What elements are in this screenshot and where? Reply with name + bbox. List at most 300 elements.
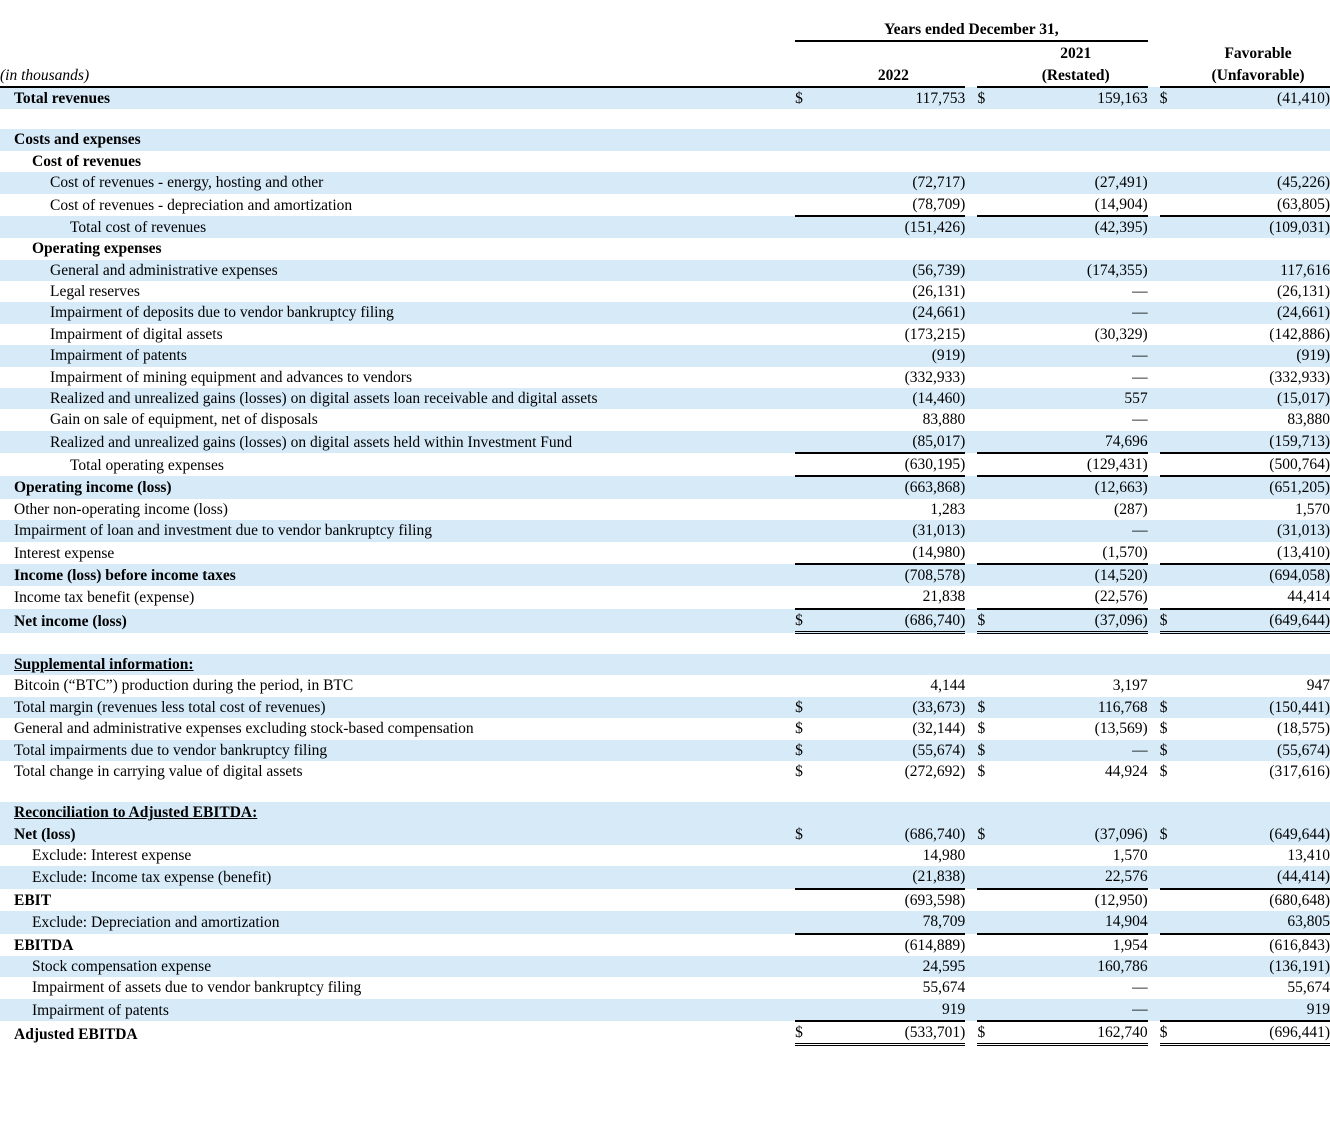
value-cell-3 — [1186, 129, 1330, 150]
currency-symbol-2 — [977, 866, 1003, 888]
table-row — [0, 889, 1330, 911]
value-cell-1: (14,980) — [821, 542, 965, 564]
table-row — [0, 238, 1330, 259]
value-cell-3: (919) — [1186, 345, 1330, 366]
row-label: Cost of revenues - depreciation and amortization — [0, 194, 795, 216]
value-cell-1: (919) — [821, 345, 965, 366]
column-gap-1 — [965, 999, 977, 1021]
column-gap-1 — [965, 151, 977, 172]
column-gap-1 — [965, 260, 977, 281]
table-row — [0, 654, 1330, 675]
spacer-cell — [1160, 633, 1186, 655]
spacer-cell — [977, 633, 1003, 655]
table-row — [0, 216, 1330, 238]
column-gap-1 — [965, 542, 977, 564]
row-label: Impairment of patents — [0, 999, 795, 1021]
currency-symbol-3 — [1160, 172, 1186, 193]
row-label: General and administrative expenses excluding stock-based compensation — [0, 718, 795, 739]
value-cell-3: (142,886) — [1186, 324, 1330, 345]
column-gap-2 — [1148, 431, 1160, 453]
value-cell-2: — — [1004, 281, 1148, 302]
currency-symbol-1 — [795, 802, 821, 823]
value-cell-2 — [1004, 129, 1148, 150]
spacer-cell — [1186, 633, 1330, 655]
row-label: Operating expenses — [0, 238, 795, 259]
currency-symbol-1 — [795, 431, 821, 453]
row-label: Income (loss) before income taxes — [0, 564, 795, 586]
row-label: Interest expense — [0, 542, 795, 564]
column-gap-1 — [965, 409, 977, 430]
header-line1-cur1 — [795, 41, 821, 64]
currency-symbol-1: $ — [795, 740, 821, 761]
value-cell-1: (693,598) — [821, 889, 965, 911]
currency-symbol-3 — [1160, 324, 1186, 345]
value-cell-1 — [821, 151, 965, 172]
currency-symbol-3 — [1160, 675, 1186, 696]
value-cell-2: — — [1004, 520, 1148, 541]
column-gap-1 — [965, 324, 977, 345]
spacer-cell — [821, 782, 965, 802]
header-span-gap — [1148, 18, 1160, 41]
spacer-cell — [1004, 109, 1148, 129]
currency-symbol-3: $ — [1160, 609, 1186, 633]
currency-symbol-2 — [977, 238, 1003, 259]
row-label: Exclude: Depreciation and amortization — [0, 911, 795, 933]
value-cell-3: (44,414) — [1186, 866, 1330, 888]
value-cell-3: 83,880 — [1186, 409, 1330, 430]
currency-symbol-2 — [977, 889, 1003, 911]
column-gap-1 — [965, 388, 977, 409]
currency-symbol-1 — [795, 324, 821, 345]
currency-symbol-3 — [1160, 542, 1186, 564]
value-cell-1: 83,880 — [821, 409, 965, 430]
row-label: Impairment of patents — [0, 345, 795, 366]
currency-symbol-1: $ — [795, 824, 821, 845]
currency-symbol-1 — [795, 866, 821, 888]
spacer-cell — [795, 109, 821, 129]
row-label: Reconciliation to Adjusted EBITDA: — [0, 802, 795, 823]
column-gap-2 — [1148, 999, 1160, 1021]
value-cell-3: 1,570 — [1186, 499, 1330, 520]
value-cell-2: (27,491) — [1004, 172, 1148, 193]
currency-symbol-3 — [1160, 586, 1186, 608]
spacer-cell — [821, 633, 965, 655]
spacer-row — [0, 633, 1330, 655]
column-gap-1 — [965, 87, 977, 109]
column-gap-1 — [965, 956, 977, 977]
value-cell-1: 78,709 — [821, 911, 965, 933]
value-cell-1 — [821, 802, 965, 823]
currency-symbol-2 — [977, 367, 1003, 388]
row-label: Adjusted EBITDA — [0, 1021, 795, 1045]
table-row — [0, 824, 1330, 845]
header-underline-cur1 — [795, 64, 821, 87]
currency-symbol-2 — [977, 675, 1003, 696]
value-cell-3: (45,226) — [1186, 172, 1330, 193]
column-gap-1 — [965, 129, 977, 150]
currency-symbol-1: $ — [795, 1021, 821, 1045]
currency-symbol-1 — [795, 476, 821, 498]
row-label: Cost of revenues - energy, hosting and other — [0, 172, 795, 193]
column-gap-1 — [965, 520, 977, 541]
table-row — [0, 911, 1330, 933]
value-cell-1: (533,701) — [821, 1021, 965, 1045]
currency-symbol-1 — [795, 345, 821, 366]
currency-symbol-2 — [977, 499, 1003, 520]
currency-symbol-1 — [795, 281, 821, 302]
value-cell-3: (696,441) — [1186, 1021, 1330, 1045]
value-cell-3: (500,764) — [1186, 453, 1330, 476]
table-row — [0, 718, 1330, 739]
value-cell-1: 919 — [821, 999, 965, 1021]
currency-symbol-1 — [795, 999, 821, 1021]
spacer-row — [0, 782, 1330, 802]
row-label: Gain on sale of equipment, net of disposals — [0, 409, 795, 430]
column-gap-2 — [1148, 302, 1160, 323]
value-cell-1: (173,215) — [821, 324, 965, 345]
header-line1-gap2 — [1148, 41, 1160, 64]
table-row — [0, 409, 1330, 430]
currency-symbol-1 — [795, 367, 821, 388]
column-gap-2 — [1148, 281, 1160, 302]
value-cell-2: 160,786 — [1004, 956, 1148, 977]
header-span-val3 — [1186, 18, 1330, 41]
value-cell-1: (151,426) — [821, 216, 965, 238]
currency-symbol-2 — [977, 302, 1003, 323]
header-span-row — [0, 18, 1330, 41]
column-gap-2 — [1148, 409, 1160, 430]
currency-symbol-3 — [1160, 911, 1186, 933]
currency-symbol-1: $ — [795, 718, 821, 739]
column-gap-1 — [965, 172, 977, 193]
currency-symbol-2: $ — [977, 87, 1003, 109]
currency-symbol-3 — [1160, 302, 1186, 323]
row-label: General and administrative expenses — [0, 260, 795, 281]
currency-symbol-3: $ — [1160, 740, 1186, 761]
table-row — [0, 564, 1330, 586]
table-row — [0, 476, 1330, 498]
value-cell-3: (109,031) — [1186, 216, 1330, 238]
currency-symbol-2 — [977, 586, 1003, 608]
header-col-variance-line1: Favorable — [1186, 41, 1330, 64]
table-row — [0, 345, 1330, 366]
value-cell-3: 55,674 — [1186, 977, 1330, 998]
value-cell-3: (317,616) — [1186, 761, 1330, 782]
currency-symbol-1 — [795, 172, 821, 193]
value-cell-2: (42,395) — [1004, 216, 1148, 238]
currency-symbol-3: $ — [1160, 824, 1186, 845]
currency-symbol-2 — [977, 802, 1003, 823]
currency-symbol-3 — [1160, 956, 1186, 977]
currency-symbol-3 — [1160, 654, 1186, 675]
row-label: Impairment of loan and investment due to vendor bankruptcy filing — [0, 520, 795, 541]
value-cell-3: (616,843) — [1186, 934, 1330, 956]
column-gap-2 — [1148, 520, 1160, 541]
row-label: Stock compensation expense — [0, 956, 795, 977]
units-note: (in thousands) — [0, 64, 795, 87]
currency-symbol-3 — [1160, 564, 1186, 586]
column-gap-1 — [965, 802, 977, 823]
value-cell-1 — [821, 129, 965, 150]
value-cell-3 — [1186, 802, 1330, 823]
row-label: Realized and unrealized gains (losses) on digital assets held within Investment Fund — [0, 431, 795, 453]
value-cell-1: (33,673) — [821, 697, 965, 718]
column-gap-2 — [1148, 453, 1160, 476]
column-gap-2 — [1148, 499, 1160, 520]
value-cell-2: (30,329) — [1004, 324, 1148, 345]
column-gap-1 — [965, 718, 977, 739]
spacer-cell — [1186, 782, 1330, 802]
currency-symbol-2 — [977, 172, 1003, 193]
currency-symbol-1 — [795, 260, 821, 281]
column-gap-1 — [965, 302, 977, 323]
currency-symbol-3 — [1160, 476, 1186, 498]
column-gap-2 — [1148, 586, 1160, 608]
header-col-2021-line1: 2021 — [1004, 41, 1148, 64]
value-cell-3: 117,616 — [1186, 260, 1330, 281]
spacer-cell — [1160, 782, 1186, 802]
column-gap-2 — [1148, 345, 1160, 366]
value-cell-1: (332,933) — [821, 367, 965, 388]
value-cell-2 — [1004, 238, 1148, 259]
currency-symbol-2 — [977, 542, 1003, 564]
row-label: Total change in carrying value of digital assets — [0, 761, 795, 782]
row-label: Impairment of digital assets — [0, 324, 795, 345]
value-cell-1: (31,013) — [821, 520, 965, 541]
value-cell-2: 1,954 — [1004, 934, 1148, 956]
column-gap-1 — [965, 654, 977, 675]
value-cell-3: (13,410) — [1186, 542, 1330, 564]
column-gap-2 — [1148, 740, 1160, 761]
column-gap-1 — [965, 866, 977, 888]
currency-symbol-1 — [795, 499, 821, 520]
column-gap-1 — [965, 476, 977, 498]
currency-symbol-3 — [1160, 151, 1186, 172]
value-cell-1: (686,740) — [821, 824, 965, 845]
value-cell-2: (13,569) — [1004, 718, 1148, 739]
column-gap-2 — [1148, 889, 1160, 911]
value-cell-1: 117,753 — [821, 87, 965, 109]
currency-symbol-3 — [1160, 216, 1186, 238]
currency-symbol-3: $ — [1160, 761, 1186, 782]
column-gap-1 — [965, 345, 977, 366]
currency-symbol-2: $ — [977, 740, 1003, 761]
value-cell-2: (22,576) — [1004, 586, 1148, 608]
currency-symbol-1 — [795, 956, 821, 977]
value-cell-1 — [821, 238, 965, 259]
value-cell-2: — — [1004, 302, 1148, 323]
value-cell-3: 63,805 — [1186, 911, 1330, 933]
spacer-cell — [1148, 782, 1160, 802]
table-row — [0, 367, 1330, 388]
column-gap-2 — [1148, 151, 1160, 172]
header-underline-cur2 — [977, 64, 1003, 87]
column-gap-2 — [1148, 238, 1160, 259]
header-years-ended-title: Years ended December 31, — [795, 18, 1147, 41]
row-label: Supplemental information: — [0, 654, 795, 675]
column-gap-1 — [965, 889, 977, 911]
value-cell-2: (1,570) — [1004, 542, 1148, 564]
header-col-2022-line1 — [821, 41, 965, 64]
column-gap-2 — [1148, 216, 1160, 238]
row-label: Total operating expenses — [0, 453, 795, 476]
value-cell-3 — [1186, 151, 1330, 172]
table-row — [0, 761, 1330, 782]
spacer-cell — [977, 109, 1003, 129]
value-cell-3: (649,644) — [1186, 609, 1330, 633]
value-cell-1: (32,144) — [821, 718, 965, 739]
column-gap-1 — [965, 845, 977, 866]
currency-symbol-1 — [795, 564, 821, 586]
value-cell-2: 22,576 — [1004, 866, 1148, 888]
row-label: Operating income (loss) — [0, 476, 795, 498]
row-label: EBITDA — [0, 934, 795, 956]
currency-symbol-2 — [977, 956, 1003, 977]
currency-symbol-2 — [977, 977, 1003, 998]
currency-symbol-2 — [977, 345, 1003, 366]
column-gap-2 — [1148, 675, 1160, 696]
table-row — [0, 431, 1330, 453]
header-line1-cur2 — [977, 41, 1003, 64]
currency-symbol-2 — [977, 520, 1003, 541]
column-gap-1 — [965, 586, 977, 608]
spacer-cell — [1160, 109, 1186, 129]
value-cell-1: (55,674) — [821, 740, 965, 761]
value-cell-2: 3,197 — [1004, 675, 1148, 696]
currency-symbol-2: $ — [977, 824, 1003, 845]
spacer-cell — [965, 109, 977, 129]
currency-symbol-1: $ — [795, 609, 821, 633]
column-gap-2 — [1148, 718, 1160, 739]
value-cell-2: (129,431) — [1004, 453, 1148, 476]
value-cell-3: (18,575) — [1186, 718, 1330, 739]
spacer-cell — [0, 109, 795, 129]
value-cell-3: (55,674) — [1186, 740, 1330, 761]
row-label: Other non-operating income (loss) — [0, 499, 795, 520]
currency-symbol-1 — [795, 453, 821, 476]
column-gap-2 — [1148, 761, 1160, 782]
column-gap-1 — [965, 431, 977, 453]
column-gap-2 — [1148, 866, 1160, 888]
value-cell-2: (287) — [1004, 499, 1148, 520]
currency-symbol-3 — [1160, 845, 1186, 866]
currency-symbol-2 — [977, 194, 1003, 216]
header-line2-gap2 — [1148, 64, 1160, 87]
column-gap-2 — [1148, 824, 1160, 845]
column-gap-2 — [1148, 845, 1160, 866]
table-row — [0, 542, 1330, 564]
header-line1-row — [0, 41, 1330, 64]
currency-symbol-2 — [977, 845, 1003, 866]
currency-symbol-2: $ — [977, 761, 1003, 782]
spacer-cell — [1148, 633, 1160, 655]
value-cell-2: — — [1004, 367, 1148, 388]
table-row — [0, 697, 1330, 718]
row-label: Legal reserves — [0, 281, 795, 302]
value-cell-1: (708,578) — [821, 564, 965, 586]
currency-symbol-3 — [1160, 345, 1186, 366]
value-cell-1: (614,889) — [821, 934, 965, 956]
value-cell-2: — — [1004, 409, 1148, 430]
currency-symbol-3: $ — [1160, 87, 1186, 109]
value-cell-1: (272,692) — [821, 761, 965, 782]
value-cell-3: (26,131) — [1186, 281, 1330, 302]
currency-symbol-2 — [977, 934, 1003, 956]
column-gap-1 — [965, 238, 977, 259]
table-row — [0, 151, 1330, 172]
table-row — [0, 129, 1330, 150]
value-cell-3: (159,713) — [1186, 431, 1330, 453]
table-row — [0, 453, 1330, 476]
row-label: Total margin (revenues less total cost of revenues) — [0, 697, 795, 718]
header-underline-cur3 — [1160, 64, 1186, 87]
value-cell-1: (686,740) — [821, 609, 965, 633]
column-gap-2 — [1148, 654, 1160, 675]
value-cell-3: (41,410) — [1186, 87, 1330, 109]
column-gap-1 — [965, 977, 977, 998]
currency-symbol-1 — [795, 586, 821, 608]
value-cell-2: (14,904) — [1004, 194, 1148, 216]
currency-symbol-2 — [977, 216, 1003, 238]
currency-symbol-1: $ — [795, 697, 821, 718]
value-cell-2: 44,924 — [1004, 761, 1148, 782]
currency-symbol-2 — [977, 129, 1003, 150]
table-row — [0, 388, 1330, 409]
currency-symbol-3 — [1160, 499, 1186, 520]
header-span-label-pad — [0, 18, 795, 41]
currency-symbol-3 — [1160, 453, 1186, 476]
currency-symbol-2 — [977, 431, 1003, 453]
value-cell-1: (26,131) — [821, 281, 965, 302]
currency-symbol-2 — [977, 260, 1003, 281]
value-cell-3 — [1186, 654, 1330, 675]
value-cell-2: (37,096) — [1004, 609, 1148, 633]
value-cell-2: 159,163 — [1004, 87, 1148, 109]
header-line1-gap1 — [965, 41, 977, 64]
value-cell-1: (21,838) — [821, 866, 965, 888]
value-cell-1: (663,868) — [821, 476, 965, 498]
column-gap-1 — [965, 564, 977, 586]
currency-symbol-3 — [1160, 889, 1186, 911]
currency-symbol-1 — [795, 409, 821, 430]
spacer-row — [0, 109, 1330, 129]
header-line2-gap1 — [965, 64, 977, 87]
value-cell-2 — [1004, 654, 1148, 675]
currency-symbol-2 — [977, 409, 1003, 430]
value-cell-2 — [1004, 151, 1148, 172]
column-gap-1 — [965, 609, 977, 633]
value-cell-3: (649,644) — [1186, 824, 1330, 845]
table-row — [0, 1021, 1330, 1045]
header-col-variance-line2: (Unfavorable) — [1186, 64, 1330, 87]
table-row — [0, 802, 1330, 823]
table-row — [0, 675, 1330, 696]
currency-symbol-3 — [1160, 999, 1186, 1021]
value-cell-1: 4,144 — [821, 675, 965, 696]
value-cell-1: (24,661) — [821, 302, 965, 323]
column-gap-1 — [965, 675, 977, 696]
value-cell-3: (31,013) — [1186, 520, 1330, 541]
header-line1-cur3 — [1160, 41, 1186, 64]
header-line1-label — [0, 41, 795, 64]
row-label: Realized and unrealized gains (losses) on digital assets loan receivable and digital assets — [0, 388, 795, 409]
value-cell-1: (72,717) — [821, 172, 965, 193]
table-row — [0, 194, 1330, 216]
value-cell-2: 557 — [1004, 388, 1148, 409]
spacer-cell — [1186, 109, 1330, 129]
column-gap-2 — [1148, 802, 1160, 823]
value-cell-1: 24,595 — [821, 956, 965, 977]
